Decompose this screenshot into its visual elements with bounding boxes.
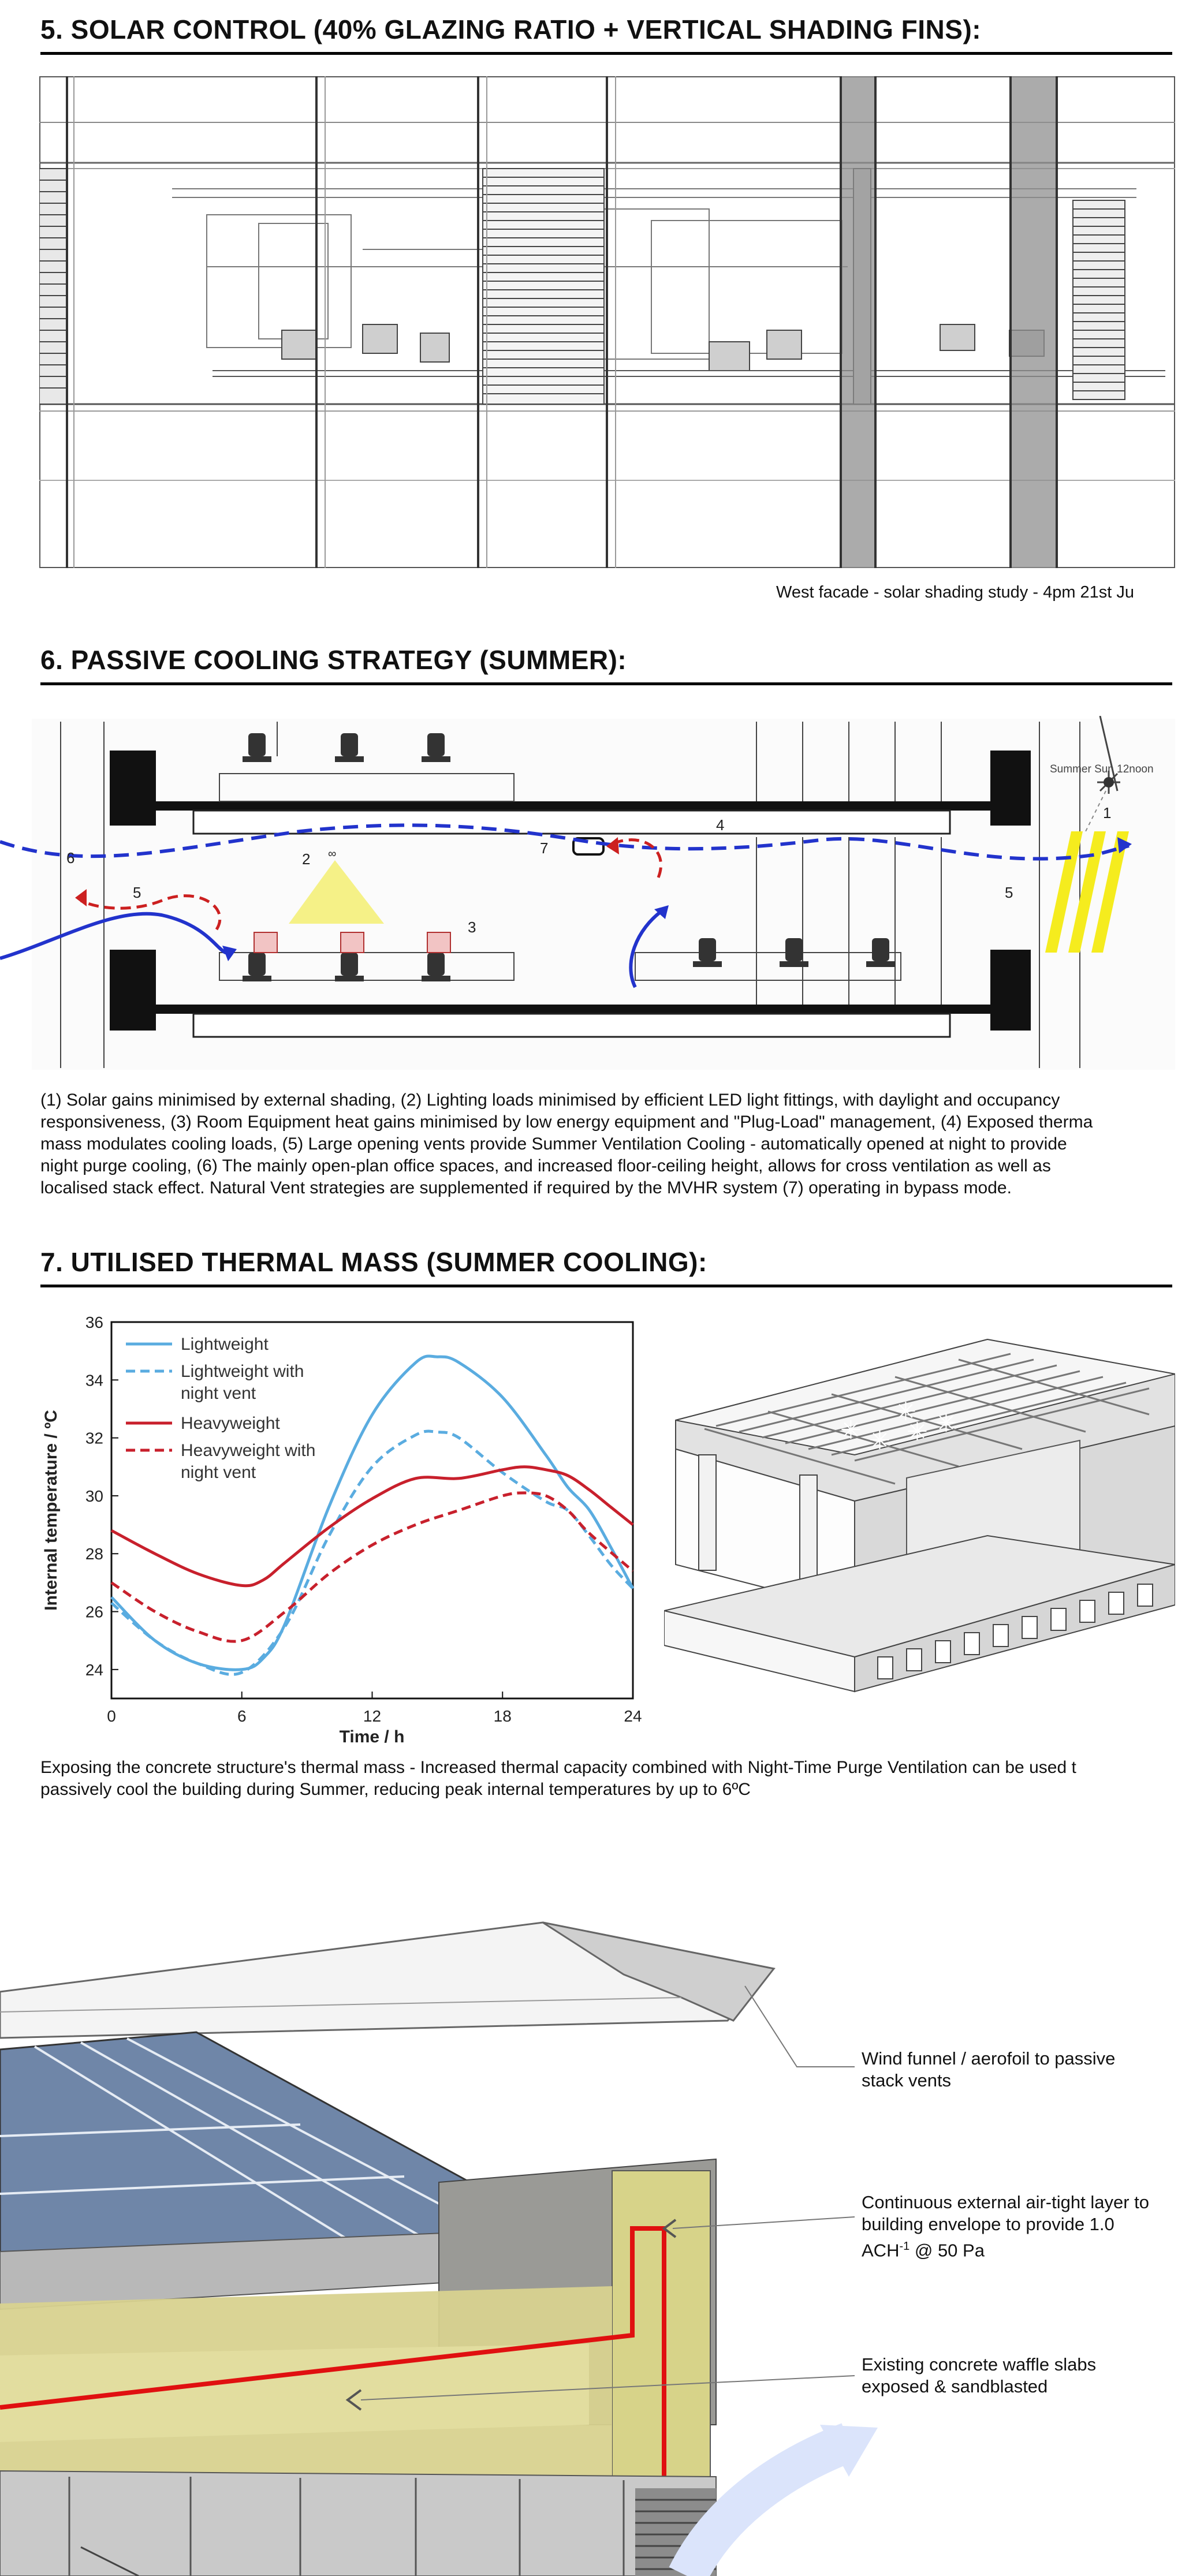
y-tick-label-6: 36 <box>85 1313 103 1331</box>
y-tick-label-1: 26 <box>85 1603 103 1621</box>
svg-text:✳: ✳ <box>895 1398 916 1426</box>
legend-label-3-1: night vent <box>181 1463 256 1482</box>
callout-2-line-1: Continuous external air-tight layer to <box>862 2192 1149 2212</box>
s6-line-2: responsiveness, (3) Room Equipment heat gains minimised by low energy equipment and "Plug-Load" management, (4) Exposed therma <box>40 1112 1093 1132</box>
y-tick-label-3: 30 <box>85 1487 103 1505</box>
marker-3: 3 <box>468 919 476 936</box>
section-6-title: 6. PASSIVE COOLING STRATEGY (SUMMER): <box>40 647 1172 685</box>
callout-1-line-2: stack vents <box>862 2070 952 2090</box>
temperature-chart <box>23 1302 653 1767</box>
section-7-description <box>40 1757 1175 1801</box>
passive-cooling-section <box>0 716 1175 1074</box>
section-5-caption: West facade - solar shading study - 4pm 21st Ju <box>776 583 1135 602</box>
callout-2-line-2: building envelope to provide 1.0 <box>862 2214 1114 2234</box>
legend-label-1-0: Lightweight with <box>181 1362 304 1381</box>
section-7-title: 7. UTILISED THERMAL MASS (SUMMER COOLING): <box>40 1249 1172 1287</box>
legend-label-2-0: Heavyweight <box>181 1414 280 1433</box>
section-6-description <box>40 1089 1175 1199</box>
y-tick-label-4: 32 <box>85 1429 103 1447</box>
legend-label-1-1: night vent <box>181 1384 256 1403</box>
svg-text:∞: ∞ <box>328 848 337 860</box>
sun-label: Summer Sun 12noon <box>1050 763 1154 775</box>
callout-wind-funnel <box>862 2048 1185 2092</box>
svg-text:✳: ✳ <box>869 1427 890 1455</box>
svg-text:✳: ✳ <box>840 1416 862 1444</box>
marker-5-right: 5 <box>1005 884 1013 901</box>
s7-line-2: passively cool the building during Summer, reducing peak internal temperatures by up to 6ºC <box>40 1780 751 1799</box>
s6-line-1: (1) Solar gains minimised by external shading, (2) Lighting loads minimised by efficient LED light fittings, with daylight and occupancy <box>40 1091 1060 1110</box>
y-tick-label-5: 34 <box>85 1371 103 1390</box>
x-tick-label-0: 0 <box>107 1707 116 1725</box>
y-axis-label: Internal temperature / ºC <box>42 1410 61 1611</box>
solar-shading-render <box>39 76 1175 568</box>
marker-7: 7 <box>540 839 549 857</box>
x-tick-label-2: 12 <box>363 1707 382 1725</box>
svg-text:✳: ✳ <box>935 1409 957 1438</box>
callout-waffle-slabs <box>862 2354 1185 2398</box>
svg-text:✳: ✳ <box>907 1418 928 1446</box>
callout-2-line-3: $ACH^{-1}$ @ 50 Pa <box>862 2240 985 2261</box>
y-tick-label-0: 24 <box>85 1660 103 1679</box>
marker-5-left: 5 <box>133 884 141 901</box>
section-5-title: 5. SOLAR CONTROL (40% GLAZING RATIO + VERTICAL SHADING FINS): <box>40 16 1172 55</box>
s7-line-1: Exposing the concrete structure's thermal mass - Increased thermal capacity combined with Night-Time Purge Ventilation can be used t <box>40 1758 1076 1777</box>
x-tick-label-4: 24 <box>624 1707 642 1725</box>
s6-line-3: mass modulates cooling loads, (5) Large opening vents provide Summer Ventilation Cooling - automatically opened at night to provide <box>40 1134 1067 1153</box>
marker-2: 2 <box>302 850 311 868</box>
x-tick-label-3: 18 <box>493 1707 512 1725</box>
callout-3-line-2: exposed & sandblasted <box>862 2376 1048 2396</box>
s6-line-4: night purge cooling, (6) The mainly open-plan office spaces, and increased floor-ceiling height, allows for cross ventilation as well as <box>40 1156 1051 1175</box>
waffle-slab-illustration <box>664 1311 1175 1703</box>
callout-1-line-1: Wind funnel / aerofoil to passive <box>862 2048 1116 2069</box>
marker-4: 4 <box>716 816 725 834</box>
callout-airtight-layer <box>862 2192 1185 2261</box>
callout-3-line-1: Existing concrete waffle slabs <box>862 2354 1097 2375</box>
legend-label-3-0: Heavyweight with <box>181 1441 316 1460</box>
x-axis-label: Time / h <box>339 1727 405 1746</box>
legend-label-0-0: Lightweight <box>181 1335 269 1354</box>
s6-line-5: localised stack effect. Natural Vent strategies are supplemented if required by the MVHR system (7) operating in bypass mode. <box>40 1178 1012 1197</box>
marker-6: 6 <box>66 849 75 867</box>
x-tick-label-1: 6 <box>237 1707 247 1725</box>
marker-1: 1 <box>1103 804 1112 822</box>
y-tick-label-2: 28 <box>85 1545 103 1563</box>
